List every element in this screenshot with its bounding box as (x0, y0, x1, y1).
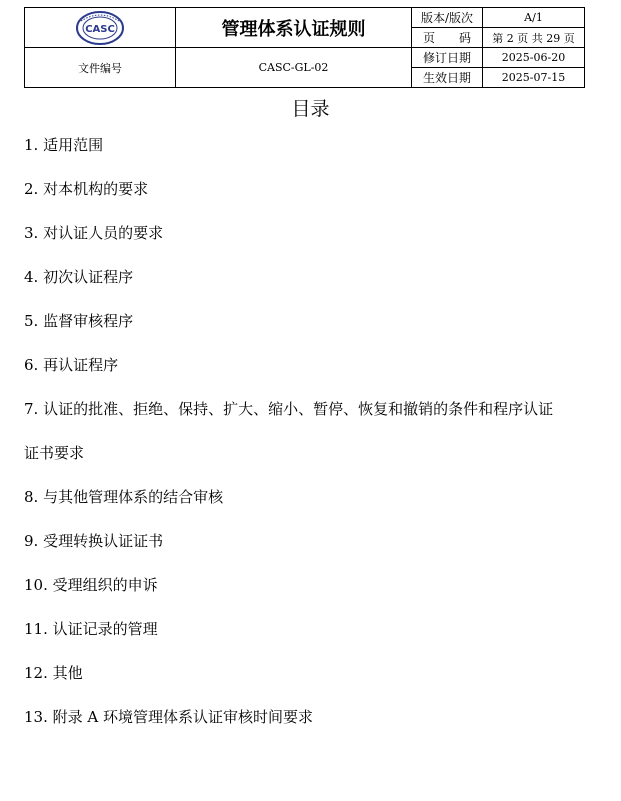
document-header (24, 7, 585, 86)
revision-label: 修订日期 (412, 48, 483, 68)
version-value: A/1 (483, 8, 585, 28)
document-title: 管理体系认证规则 (176, 8, 412, 48)
toc-item-8: 8. 与其他管理体系的结合审核 (24, 488, 224, 506)
page-label: 页 码 (412, 28, 483, 48)
revision-date: 2025-06-20 (483, 48, 585, 68)
doc-number-label: 文件编号 (25, 48, 176, 88)
version-label: 版本/版次 (412, 8, 483, 28)
toc-item-13: 13. 附录 A 环境管理体系认证审核时间要求 (24, 708, 313, 726)
toc-item-9: 9. 受理转换认证证书 (24, 532, 164, 550)
toc-title: 目录 (291, 98, 330, 120)
toc-item-6: 6. 再认证程序 (24, 356, 119, 374)
effective-label: 生效日期 (412, 68, 483, 88)
header-table (24, 7, 585, 88)
toc-item-2: 2. 对本机构的要求 (24, 180, 149, 198)
toc-item-12: 12. 其他 (24, 664, 83, 682)
casc-logo-icon (75, 11, 125, 45)
page-value: 第 2 页 共 29 页 (483, 28, 585, 48)
toc-item-11: 11. 认证记录的管理 (24, 620, 158, 638)
toc-item-3: 3. 对认证人员的要求 (24, 224, 164, 242)
logo-cell (25, 8, 176, 48)
effective-date: 2025-07-15 (483, 68, 585, 88)
toc-item-1: 1. 适用范围 (24, 136, 104, 154)
toc-item-5: 5. 监督审核程序 (24, 312, 134, 330)
table-of-contents (24, 132, 594, 748)
toc-item-7-continued: 证书要求 (24, 444, 85, 462)
toc-item-10: 10. 受理组织的申诉 (24, 576, 158, 594)
doc-number-value: CASC-GL-02 (176, 48, 412, 88)
toc-item-4: 4. 初次认证程序 (24, 268, 134, 286)
svg-text:CASC: CASC (85, 23, 115, 35)
toc-item-7: 7. 认证的批准、拒绝、保持、扩大、缩小、暂停、恢复和撤销的条件和程序认证 (24, 400, 554, 418)
